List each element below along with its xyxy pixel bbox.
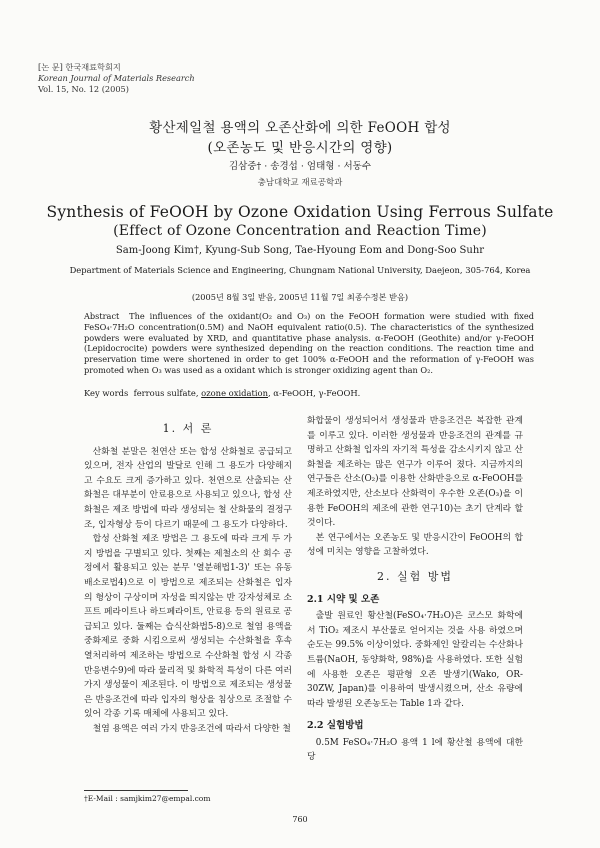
left-column xyxy=(84,422,292,736)
abstract xyxy=(84,311,534,376)
english-title-line-1: Synthesis of FeOOH by Ozone Oxidation Using Ferrous Sulfate xyxy=(46,203,554,221)
intro-paragraph-4: 화합물이 생성되어서 생성물과 반응조건은 복잡한 관계를 이루고 있다. 이러한 생성물과 반응조건의 관계를 규명하고 산화철 입자의 자기적 특성을 감소시키지 않고 산화철을 제조하는 많은 연구가 이루어 졌다. 지금까지의 연구들은 산소(O₂)를 이용한 산화반응으로 α-FeOOH를 제조하였지만, 산소보다 산화력이 우수한 오존(O₃)을 이용한 FeOOH의 제조에 관한 연구10)는 초기 단계라 할 것이다. xyxy=(307,416,523,529)
journal-line-1: [논 문] 한국재료학회지 xyxy=(38,62,121,72)
methods-paragraph-1: 출발 원료인 황산철(FeSO₄·7H₂O)은 코스모 화학에서 TiO₂ 제조시 부산물로 얻어지는 것을 사용 하였으며 순도는 99.5% 이상이었다. 중화제인 알칼리는 수산화나트륨(NaOH, 동양화학, 98%)을 사용하였다. 또한 실험에 사용한 오존은 평판형 오존 발생기(Wako, OR-30ZW, Japan)를 이용하여 발생시켰으며, 산소 유량에 따라 발생된 오존농도는 Table 1과 같다. xyxy=(307,611,523,709)
footnote-rule xyxy=(84,790,188,791)
intro-paragraph-5: 본 연구에서는 오존농도 및 반응시간이 FeOOH의 합성에 미치는 영향을 고찰하였다. xyxy=(307,532,523,558)
methods-paragraph-2: 0.5M FeSO₄·7H₂O 용액 1 l에 황산철 용액에 대한 당 xyxy=(307,737,523,763)
abstract-label: Abstract xyxy=(84,311,120,321)
right-column xyxy=(307,414,523,765)
english-affiliation: Department of Materials Science and Engineering, Chungnam National University, Daejeon, 305-764, Korea xyxy=(69,265,531,275)
section-2-heading: 2. 실험 방법 xyxy=(377,569,453,583)
journal-line-3: Vol. 15, No. 12 (2005) xyxy=(38,84,129,94)
footnote-email: †E-Mail : samjkim27@empal.com xyxy=(84,794,211,803)
subsection-2-2-heading: 2.2 실험방법 xyxy=(307,720,364,732)
keywords-text-1: ferrous sulfate, xyxy=(133,388,202,398)
keywords xyxy=(84,388,534,398)
korean-authors: 김삼중† · 송경섭 · 엄태형 · 서동수 xyxy=(228,161,372,172)
section-1-heading: 1. 서 론 xyxy=(162,422,214,435)
keywords-label: Key words xyxy=(84,388,129,398)
english-title-line-2: (Effect of Ozone Concentration and Reaction Time) xyxy=(113,223,487,239)
journal-header xyxy=(38,62,195,95)
korean-title-line-2: (오존농도 및 반응시간의 영향) xyxy=(207,140,393,156)
abstract-text: The influences of the oxidant(O₂ and O₃) on the FeOOH formation were studied with fixed FeSO₄·7H₂O concentration(0.5M) and NaOH equivalent ratio(0.5). The characteristics of the synthesized powders were evaluated by XRD, and quantitative phase analysis. α-FeOOH (Geothite) and/or γ-FeOOH (Lepidocrocite) powders were synthesized depending on the reaction conditions. The reaction time and preservation time were shortened in order to get 100% α-FeOOH and the reformation of γ-FeOOH was promoted when O₃ was used as a oxidant which is stronger oxidizing agent than O₂. xyxy=(84,311,534,375)
keywords-underlined: ozone oxidation xyxy=(201,388,268,398)
keywords-text-2: , α-FeOOH, γ-FeOOH. xyxy=(267,388,361,398)
intro-paragraph-3: 철염 용액은 여러 가지 반응조건에 따라서 다양한 철 xyxy=(92,723,291,734)
intro-paragraph-1: 산화철 분말은 천연산 또는 합성 산화철로 공급되고 있으며, 전자 산업의 발달로 인해 그 용도가 다양해지고 수요도 크게 증가하고 있다. 천연으로 산출되는 산화철은 대부분이 안료용으로 사용되고 있으나, 합성 산화철은 제조 방법에 따라 생성되는 철 산화물의 결정구조, 입자형상 등이 다르기 때문에 그 용도가 다양하다. xyxy=(84,446,292,530)
english-authors: Sam-Joong Kim†, Kyung-Sub Song, Tae-Hyoung Eom and Dong-Soo Suhr xyxy=(115,245,485,256)
journal-line-2: Korean Journal of Materials Research xyxy=(38,73,195,83)
received-dates: (2005년 8월 3일 받음, 2005년 11월 7일 최종수정본 받음) xyxy=(191,292,409,302)
subsection-2-1-heading: 2.1 시약 및 오존 xyxy=(307,593,380,605)
korean-affiliation: 충남대학교 재료공학과 xyxy=(257,178,343,188)
korean-title xyxy=(0,118,600,158)
page-number: 760 xyxy=(292,815,308,824)
english-title xyxy=(0,203,600,241)
intro-paragraph-2: 합성 산화철 제조 방법은 그 용도에 따라 크게 두 가지 방법을 구별되고 있다. 첫째는 제철소의 산 회수 공정에서 활용되고 있는 분무 '열분해법1-3)' 또는 유동배소로법4)으로 이 방법으로 제조되는 산화철은 입자의 형상이 구상이며 자성을 띄지않는 반 강자성체로 소프트 페라이트나 하드페라이트, 안료용 등의 원료로 공급되고 있다. 둘째는 습식산화법5-8)으로 철염 용액을 중화제로 중화 시킴으로써 생성되는 수산화철을 후속 열처리하여 제조하는 방법으로 수산화철 합성 시 각종 반응변수9)에 따라 물리적 및 화학적 특성이 다른 여러 가지 생성물이 제조된다. 이 방법으로 제조되는 생성물은 반응조건에 따라 입자의 형상을 침상으로 조절할 수 있어 각종 기록 매체에 사용되고 있다. xyxy=(84,534,292,720)
korean-title-line-1: 황산제일철 용액의 오존산화에 의한 FeOOH 합성 xyxy=(149,120,451,136)
